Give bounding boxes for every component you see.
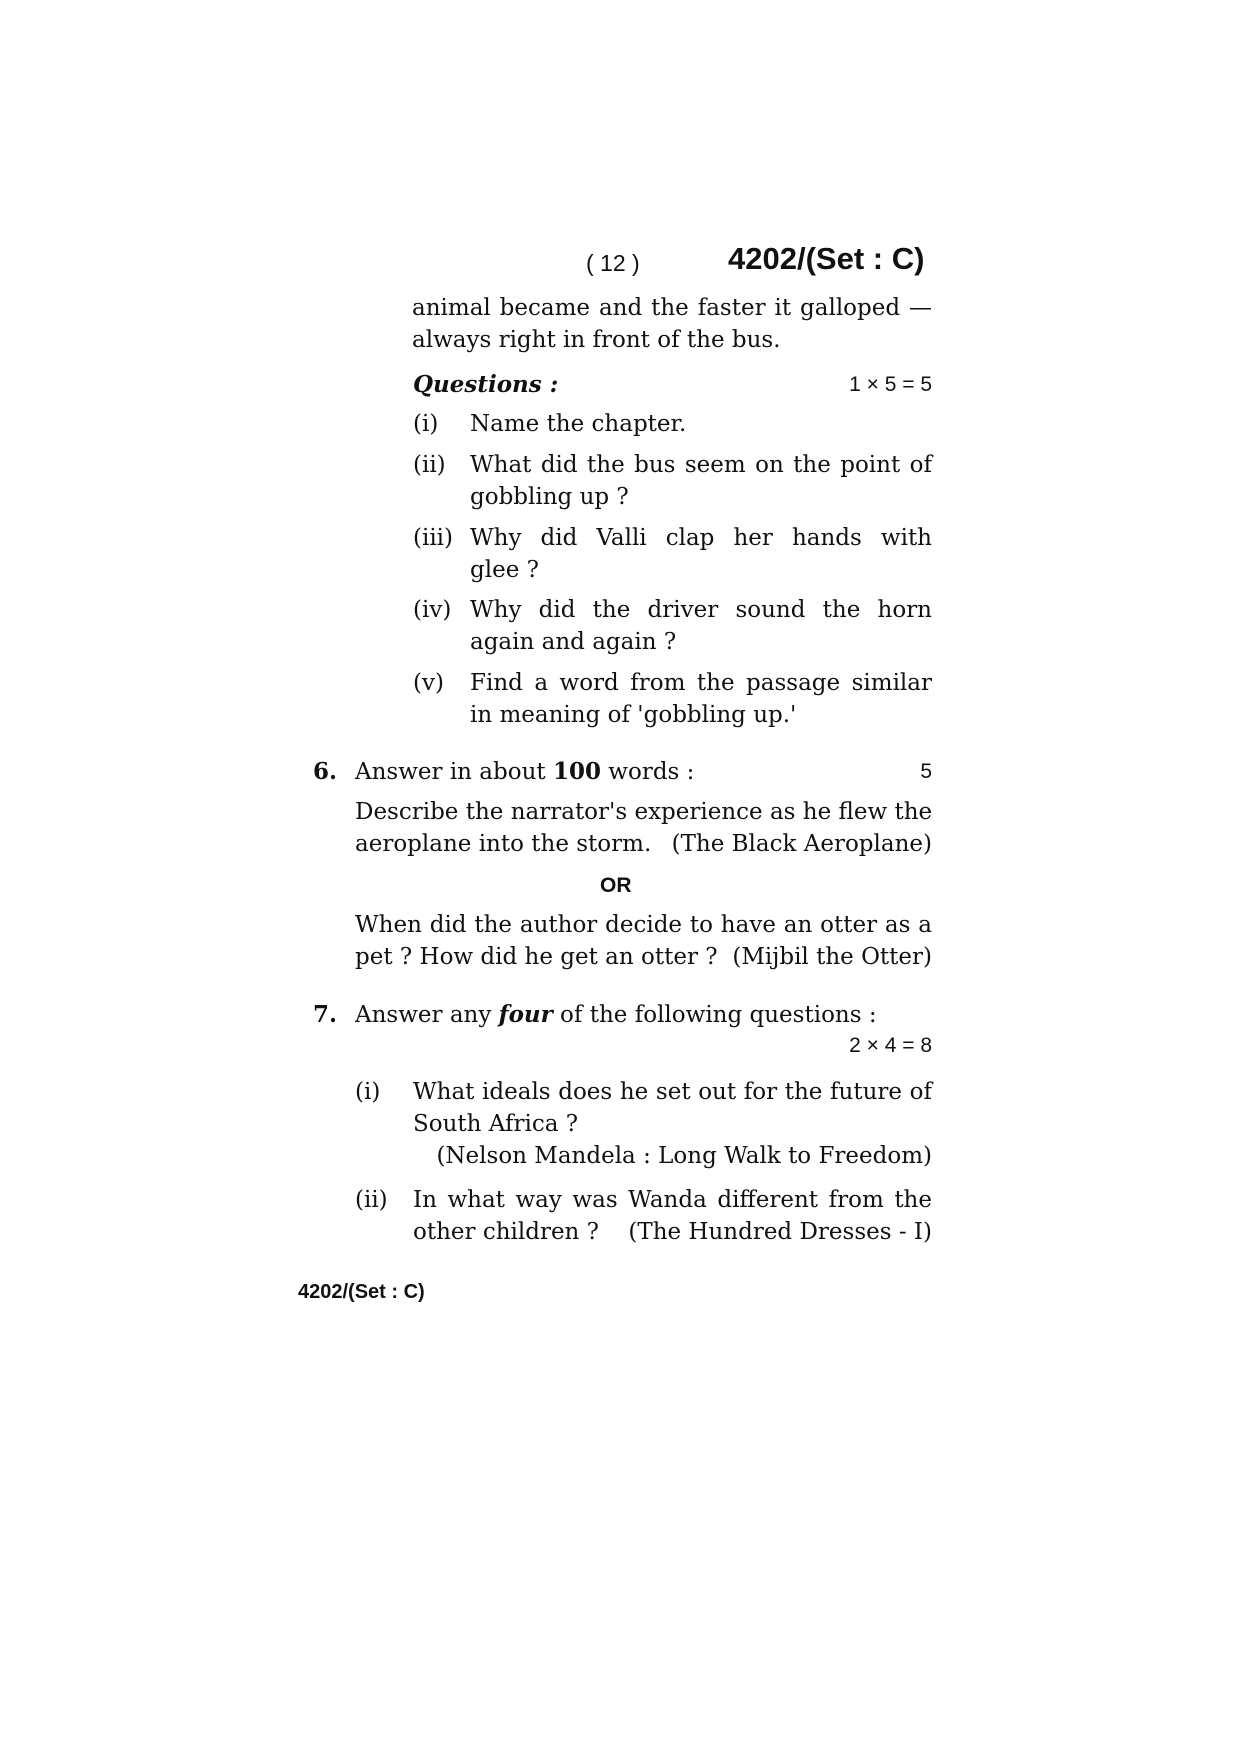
question-text: South Africa ? [413, 1111, 579, 1137]
question-number: 7. [313, 1001, 338, 1028]
question-text: gobbling up ? [470, 484, 629, 510]
paper-code-footer: 4202/(Set : C) [298, 1281, 425, 1303]
question-text: What did the bus seem on the point of [470, 452, 932, 478]
q6-marks: 5 [920, 760, 932, 783]
q6-option-a-line: aeroplane into the storm. [355, 831, 652, 857]
questions-heading: Questions : [413, 371, 559, 398]
question-text: in meaning of 'gobbling up.' [470, 702, 797, 728]
q6-option-b-line: pet ? How did he get an otter ? [355, 944, 718, 970]
q6-option-b-source: (Mijbil the Otter) [732, 944, 932, 970]
q6-instruction: Answer in about 100 words : [355, 758, 695, 785]
q6-option-a-line: Describe the narrator's experience as he flew the [355, 799, 933, 825]
question-source: (The Hundred Dresses - I) [628, 1219, 932, 1245]
question-text: In what way was Wanda different from the [413, 1187, 932, 1213]
question-label: (ii) [413, 452, 446, 478]
question-label: (v) [413, 670, 444, 696]
q7-instruction: Answer any four of the following questions : [355, 1001, 877, 1028]
paper-code-header: 4202/(Set : C) [728, 241, 925, 276]
passage-line: always right in front of the bus. [412, 327, 781, 353]
q5-marks: 1 × 5 = 5 [849, 373, 932, 396]
question-label: (i) [355, 1079, 381, 1105]
question-label: (iv) [413, 597, 452, 623]
question-label: (ii) [355, 1187, 388, 1213]
question-text: What ideals does he set out for the future of [413, 1079, 932, 1105]
page-number: ( 12 ) [586, 250, 640, 276]
q6-option-b-line: When did the author decide to have an otter as a [355, 912, 932, 938]
question-text: other children ? [413, 1219, 600, 1245]
question-text: Find a word from the passage similar [470, 670, 932, 696]
question-text: Why did the driver sound the horn [470, 597, 932, 623]
question-label: (iii) [413, 525, 454, 551]
q7-marks: 2 × 4 = 8 [849, 1034, 932, 1057]
q6-option-a-source: (The Black Aeroplane) [671, 831, 932, 857]
question-number: 6. [313, 758, 338, 785]
question-text: Name the chapter. [470, 411, 687, 437]
or-separator: OR [600, 874, 632, 897]
question-text: Why did Valli clap her hands with [470, 525, 932, 551]
question-text: glee ? [470, 557, 539, 583]
passage-line: animal became and the faster it galloped — [412, 295, 932, 321]
question-text: again and again ? [470, 629, 677, 655]
question-label: (i) [413, 411, 439, 437]
question-source: (Nelson Mandela : Long Walk to Freedom) [436, 1143, 932, 1169]
